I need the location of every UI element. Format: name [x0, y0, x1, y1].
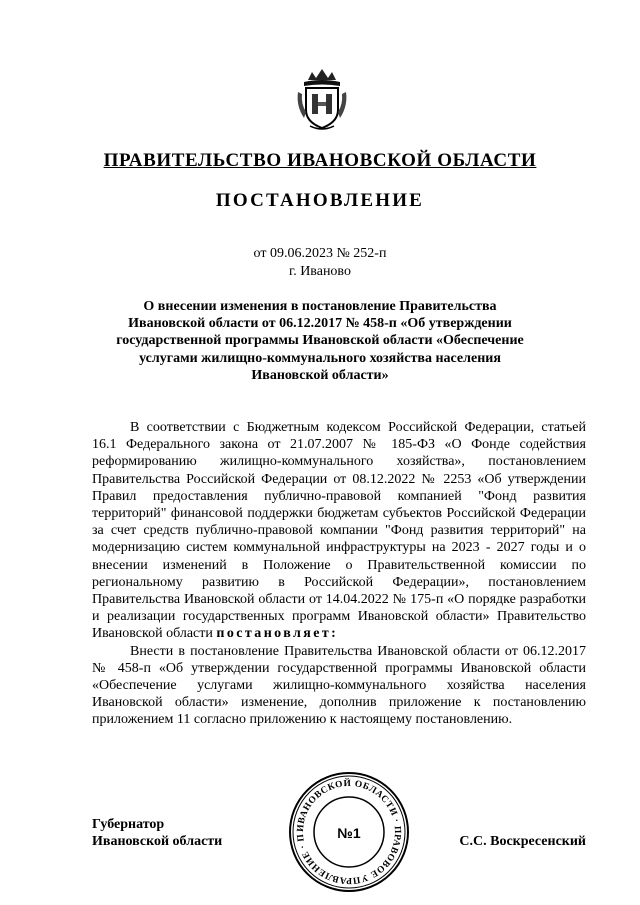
signatory-title-line: Ивановской области	[92, 834, 223, 850]
heading-line: услугами жилищно-коммунального хозяйства населения	[139, 350, 501, 366]
official-seal	[287, 770, 411, 894]
document-heading	[100, 298, 540, 384]
seal-ring-text: ИВАНОВСКОЙ ОБЛАСТИ · ПРАВОВОЕ УПРАВЛЕНИЕ · П	[295, 778, 403, 886]
signatory-title	[92, 816, 222, 850]
city: г. Иваново	[289, 264, 351, 279]
paragraph-text: В соответствии с Бюджетным кодексом Российской Федерации, статьей 16.1 Федерального закона от 21.07.2007 № 185-ФЗ «О Фонде содействия реформированию жилищно-коммунального хозяйства», постановлением Правительства Российской Федерации от 08.12.2022 № 2253 «Об утверждении Правил предоставления публично-правовой компанией "Фонд развития территорий" финансовой поддержки бюджетам субъектов Российской Федерации за счет средств публично-правовой компании "Фонд развития территорий" на модернизацию систем коммунальной инфраструктуры на 2023 - 2027 годы и о внесении изменений в Положение о Правительственной комиссии по региональному развитию в Российской Федерации», постановлением Правительства Ивановской области от 14.04.2022 № 175-п «О порядке разработки и реализации государственных программ Ивановской области» Правительство Ивановской области	[92, 420, 586, 642]
resolves-word: постановляет:	[216, 626, 339, 642]
body-paragraph	[92, 419, 586, 643]
heading-line: О внесении изменения в постановление Правительства	[143, 299, 497, 314]
signatory-name: С.С. Воскресенский	[459, 834, 586, 849]
coat-of-arms-icon	[296, 66, 348, 132]
body-paragraph: Внести в постановление Правительства Ивановской области от 06.12.2017 № 458-п «Об утверждении государственной программы Ивановской области «Обеспечение услугами жилищно-коммунального хозяйства населения Ивановской области» изменение, дополнив приложение к постановлению приложением 11 согласно приложению к настоящему постановлению.	[92, 643, 586, 728]
document-body	[92, 419, 586, 729]
heading-line: государственной программы Ивановской области «Обеспечение	[116, 333, 524, 349]
heading-line: Ивановской области от 06.12.2017 № 458-п «Об утверждении	[128, 316, 512, 332]
document-type: ПОСТАНОВЛЕНИЕ	[215, 190, 425, 211]
signatory-title-line: Губернатор	[92, 817, 165, 832]
heading-line: Ивановской области»	[251, 367, 389, 383]
date-number: от 09.06.2023 № 252-п	[253, 246, 387, 261]
seal-number: №1	[337, 825, 361, 841]
government-title: ПРАВИТЕЛЬСТВО ИВАНОВСКОЙ ОБЛАСТИ	[103, 150, 537, 171]
